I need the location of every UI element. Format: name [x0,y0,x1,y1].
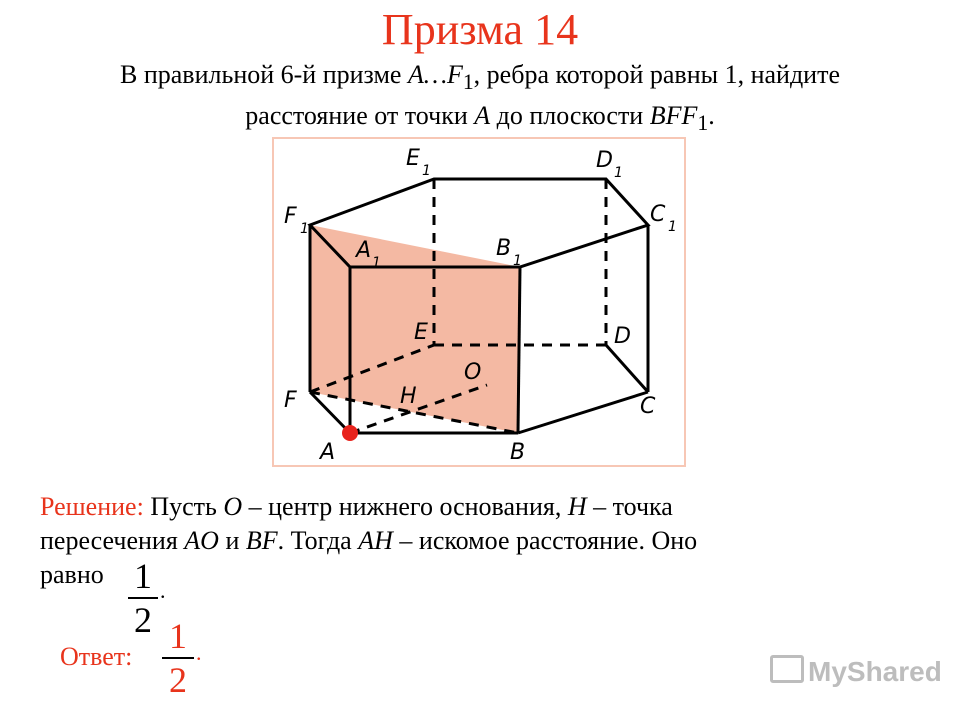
label-sub: 1 [422,163,431,179]
problem-text: расстояние от точки [245,101,475,131]
problem-text: , ребра которой равны 1, найдите [473,60,840,89]
label-a1: A [356,238,372,263]
label-b: B [510,440,526,465]
problem-statement [20,58,940,140]
solution-text [40,490,920,596]
answer-fraction-bar [162,657,194,659]
solution-text-part: – центр нижнего основания, [242,492,568,521]
label-f: F [284,388,297,413]
solution-text-part: . Тогда [277,526,359,555]
label-d: D [614,324,631,349]
point-a-marker [342,425,358,441]
solution-text-part: пересечения [40,526,185,555]
var-ah: AH [358,526,393,555]
solution-fraction [128,558,158,638]
watermark-text: MyShared [808,656,942,687]
slide-title: Призма 14 [381,5,579,54]
label-sub: 1 [513,253,522,269]
solution-dot: . [160,578,166,603]
label-a: A [320,440,336,465]
label-b1: B [496,236,512,261]
fraction-denominator: 2 [134,600,152,640]
answer-dot: . [196,640,202,665]
edge-bb1 [518,267,520,433]
var-h: H [567,492,587,521]
label-sub: 1 [372,255,381,271]
prism-diagram [272,137,686,467]
label-e1: E [406,146,420,171]
problem-text: . [708,101,715,131]
label-c1: C [650,202,666,227]
point-a: A [474,101,491,131]
label-h: H [400,384,417,409]
label-d1: D [596,148,613,173]
answer-numerator: 1 [169,616,187,656]
label-o: O [464,360,482,385]
problem-text: до плоскости [490,101,650,131]
plane-subscript: 1 [697,111,709,136]
solution-label: Решение: [40,492,144,521]
problem-text: В правильной 6-й призме [120,60,408,89]
answer-fraction [162,618,194,698]
answer-label: Ответ: [60,642,133,671]
label-sub: 1 [668,219,677,235]
var-o: O [223,492,243,521]
solution-text-part: равно [40,560,104,589]
edge-bc [518,392,648,433]
var-bf: BF [245,526,278,555]
prism-name: A…F [407,60,463,89]
fraction-bar [128,597,158,599]
edge-dc [606,345,648,392]
solution-text-part: Пусть [143,492,224,521]
label-sub: 1 [614,165,623,181]
answer-denominator: 2 [169,660,187,700]
solution-text-part: – точка [586,492,673,521]
plane-name: BFF [649,101,698,131]
presentation-icon [770,655,804,683]
prism-figure [272,137,686,467]
prism-subscript: 1 [462,70,474,95]
label-sub: 1 [300,221,309,237]
watermark-logo [770,655,942,688]
label-e: E [414,320,428,345]
label-c: C [640,394,656,419]
solution-text-part: и [218,526,246,555]
var-ao: AO [184,526,219,555]
fraction-numerator: 1 [134,556,152,596]
label-f1: F [284,204,297,229]
solution-text-part: – искомое расстояние. Оно [392,526,698,555]
